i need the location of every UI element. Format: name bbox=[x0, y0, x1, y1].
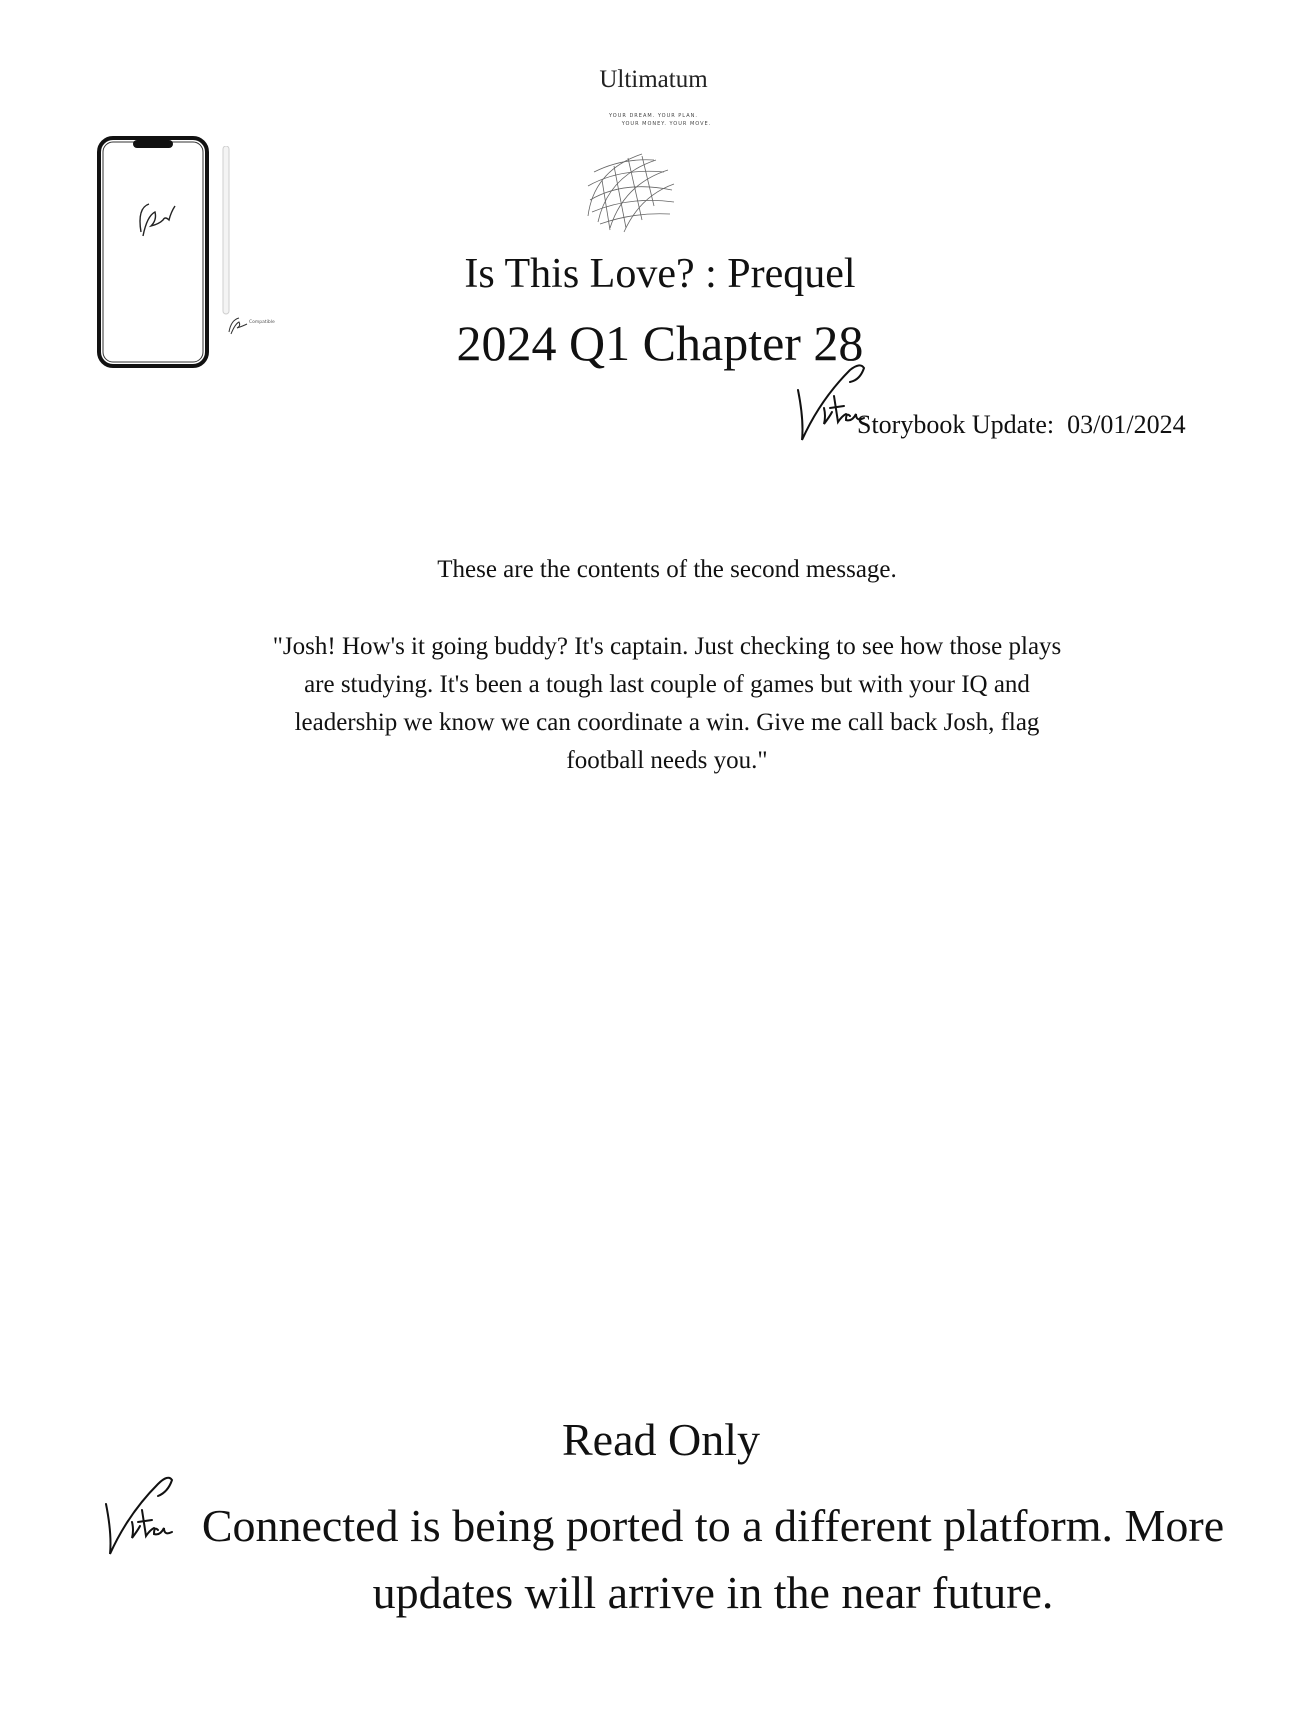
message-body: "Josh! How's it going buddy? It's captain. Just checking to see how those plays are studying. It's been a tough last couple of games but with your IQ and leadership we know we can coordinate a win. Give me call back Josh, flag football needs you." bbox=[272, 633, 1062, 774]
globe-logo-icon bbox=[584, 150, 678, 234]
message-intro: These are the contents of the second message. bbox=[437, 556, 897, 583]
update-line bbox=[857, 410, 1186, 440]
brand-tagline-line1: YOUR DREAM. YOUR PLAN. bbox=[609, 113, 698, 119]
porting-notice: Connected is being ported to a different platform. More updates will arrive in the near future. bbox=[201, 1500, 1225, 1618]
brand-tagline bbox=[0, 112, 1292, 128]
story-title: Is This Love? : Prequel bbox=[464, 251, 856, 297]
brand-name: Ultimatum bbox=[599, 66, 708, 93]
update-date: 03/01/2024 bbox=[1067, 410, 1186, 439]
compatible-label: Compatible bbox=[249, 320, 275, 325]
chapter-title: 2024 Q1 Chapter 28 bbox=[456, 315, 864, 371]
brand-tagline-line2: YOUR MONEY. YOUR MOVE. bbox=[621, 121, 712, 127]
read-only-label: Read Only bbox=[561, 1414, 760, 1465]
update-label: Storybook Update: bbox=[857, 410, 1055, 439]
